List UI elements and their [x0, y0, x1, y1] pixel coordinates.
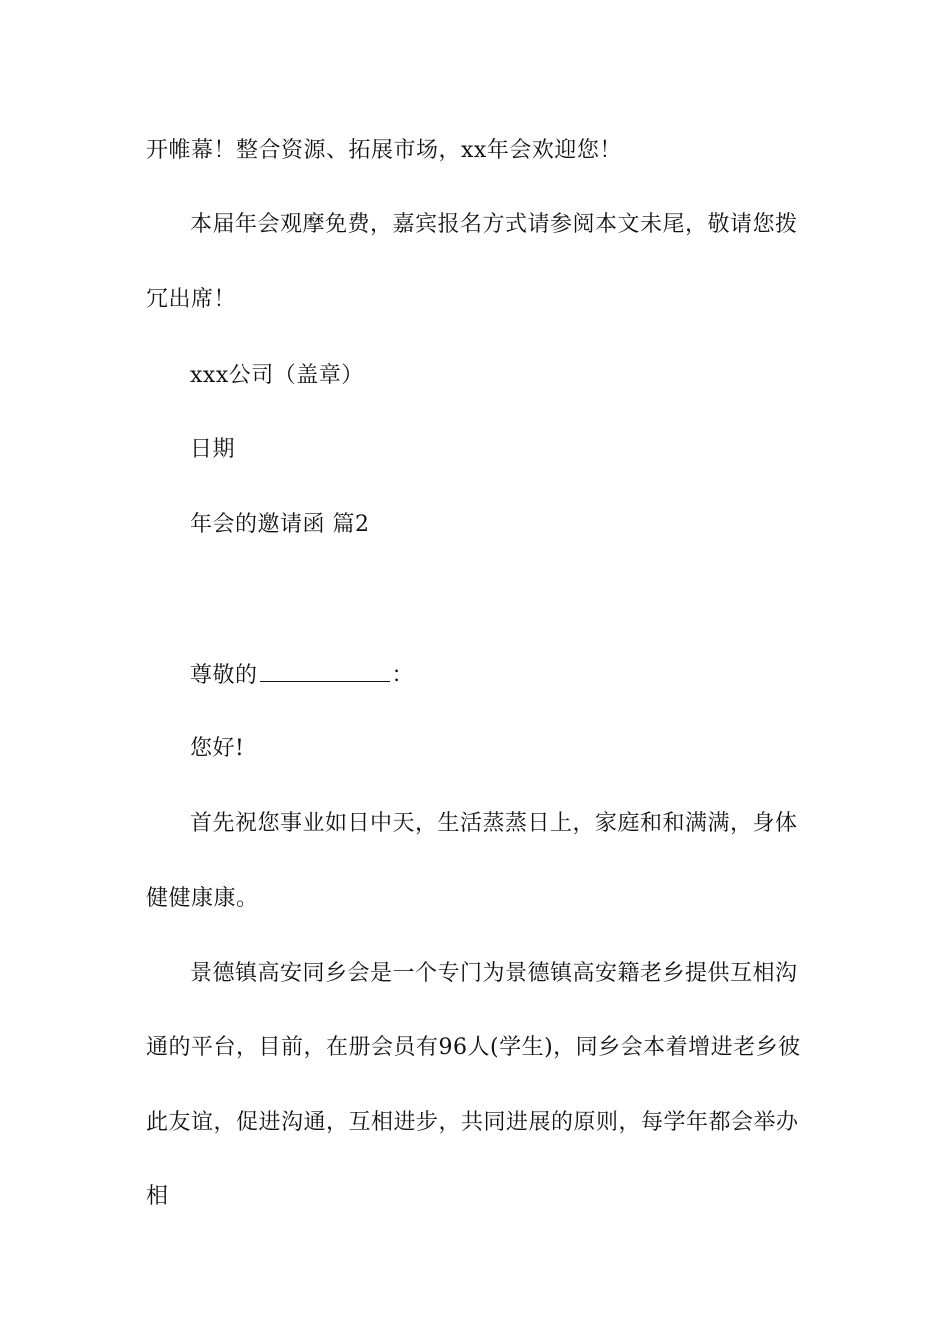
- salutation-prefix: 尊敬的: [190, 663, 258, 688]
- body-text-line: 相: [146, 1184, 169, 1209]
- body-text-line: 冗出席！: [146, 287, 237, 312]
- body-text-line: 本届年会观摩免费，嘉宾报名方式请参阅本文未尾，敬请您拨: [190, 212, 798, 237]
- body-text-line: 开帷幕！整合资源、拓展市场，xx年会欢迎您！: [146, 138, 622, 163]
- company-seal-line: xxx公司（盖章）: [190, 363, 364, 388]
- body-text-line: 首先祝您事业如日中天，生活蒸蒸日上，家庭和和满满，身体: [190, 811, 798, 836]
- salutation-line: [190, 659, 414, 690]
- salutation-suffix: ：: [391, 663, 415, 688]
- recipient-blank: [260, 659, 390, 682]
- body-text-line: 景德镇高安同乡会是一个专门为景德镇高安籍老乡提供互相沟: [190, 961, 798, 986]
- section-heading: 年会的邀请函 篇2: [190, 512, 370, 537]
- greeting-line: 您好!: [190, 736, 245, 761]
- body-text-line: 通的平台，目前，在册会员有96人(学生)，同乡会本着增进老乡彼: [146, 1035, 801, 1060]
- body-text-line: 此友谊，促进沟通，互相进步，共同进展的原则，每学年都会举办: [146, 1110, 799, 1135]
- date-line: 日期: [190, 437, 236, 462]
- body-text-line: 健健康康。: [146, 886, 259, 911]
